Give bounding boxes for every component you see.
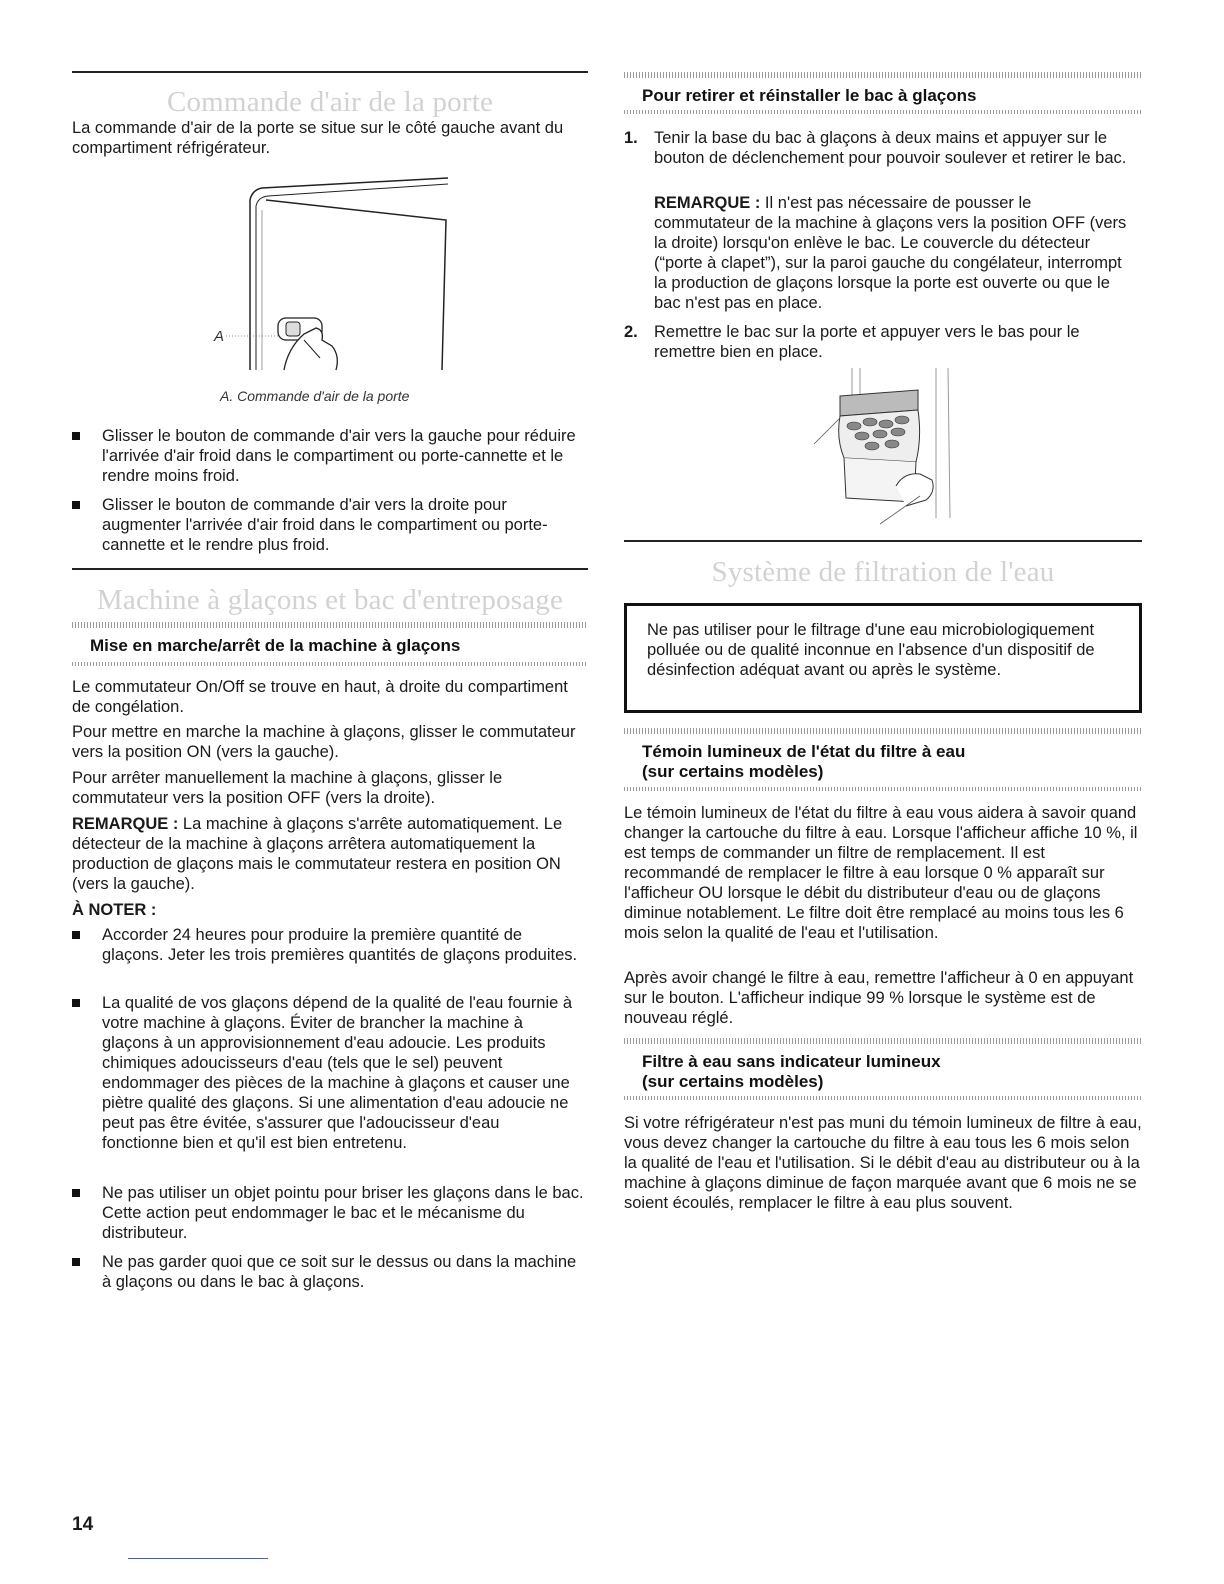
- hatch-divider: [72, 622, 588, 628]
- hatch-divider: [624, 787, 1142, 791]
- page-number: 14: [72, 1514, 94, 1535]
- section-rule: [624, 540, 1142, 542]
- remarque-paragraph: [72, 814, 588, 894]
- bullet-icon: [72, 1258, 80, 1266]
- hatch-divider: [624, 72, 1142, 78]
- paragraph: Après avoir changé le filtre à eau, remettre l'afficheur à 0 en appuyant sur le bouton. L'afficheur indique 99 % lorsque le système est de nouveau réglé.: [624, 969, 1134, 1027]
- subsection-title-remove-bin: Pour retirer et réinstaller le bac à glaçons: [642, 86, 977, 105]
- bullet-icon: [72, 1189, 80, 1197]
- paragraph: Le témoin lumineux de l'état du filtre à eau vous aidera à savoir quand changer la cartouche du filtre à eau. Lorsque l'afficheur affiche 10 %, il est temps de commander un filtre de remplacement. Il est recommandé de remplacer le filtre à eau lorsque 0 % apparaît sur l'afficheur OU lorsque le débit du distributeur d'eau ou de glaçons diminue notablement. Le filtre doit être remplacé au moins tous les 6 mois selon la qualité de l'eau et l'utilisation.: [624, 804, 1138, 942]
- hatch-divider: [624, 110, 1142, 114]
- remarque-label: REMARQUE :: [72, 815, 179, 833]
- section-title-door-air-control: Commande d'air de la porte: [166, 86, 494, 118]
- ice-bin-illustration: [800, 368, 970, 528]
- warning-box: [624, 603, 1142, 713]
- subsection-title-filter-no-indicator: Filtre à eau sans indicateur lumineux (sur certains modèles): [642, 1052, 941, 1091]
- figure-callout-a: A: [214, 328, 225, 345]
- noter-label: À NOTER :: [72, 901, 157, 919]
- section-rule: [72, 71, 588, 73]
- door-air-control-illustration: [200, 170, 460, 380]
- bullet-icon: [72, 432, 80, 440]
- footer-link-line: [128, 1558, 268, 1559]
- remarque-text: La machine à glaçons s'arrête automatiquement. Le détecteur de la machine à glaçons arrêtera automatiquement la production de glaçons mais le commutateur restera en position ON (vers la gauche).: [72, 815, 563, 893]
- hatch-divider: [624, 728, 1142, 734]
- warning-text: Ne pas utiliser pour le filtrage d'une eau microbiologiquement polluée ou de qualité inconnue en l'absence d'un dispositif de désinfection adéquat avant ou après le système.: [647, 621, 1095, 679]
- bullet-icon: [72, 501, 80, 509]
- figure-caption: A. Commande d'air de la porte: [220, 388, 410, 404]
- section-title-water-filtration: Système de filtration de l'eau: [711, 556, 1055, 588]
- bullet-icon: [72, 999, 80, 1007]
- paragraph: Si votre réfrigérateur n'est pas muni du témoin lumineux de filtre à eau, vous devez changer la cartouche du filtre à eau tous les 6 mois selon la qualité de l'eau et l'utilisation. Si le débit d'eau au distributeur ou à la machine à glaçons diminue de façon marquée avant que 6 mois ne se soient écoulés, remplacer le filtre à eau plus souvent.: [624, 1114, 1142, 1212]
- paragraph: Pour mettre en marche la machine à glaçons, glisser le commutateur vers la position ON (vers la gauche).: [72, 723, 576, 761]
- section-rule: [72, 568, 588, 570]
- hatch-divider: [72, 662, 588, 666]
- step1-note: REMARQUE : Il n'est pas nécessaire de pousser le commutateur de la machine à glaçons vers la position OFF (vers la droite) lorsqu'on enlève le bac. Le couvercle du détecteur (“porte à clapet”), sur la paroi gauche du congélateur, interrompt la production de glaçons lorsque la porte est ouverte ou que le bac n'est pas en place.: [654, 194, 1127, 312]
- subsection-title-ice-maker-on-off: Mise en marche/arrêt de la machine à glaçons: [90, 636, 461, 655]
- hatch-divider: [624, 1096, 1142, 1100]
- subsection-title-filter-indicator: Témoin lumineux de l'état du filtre à eau (sur certains modèles): [642, 742, 966, 781]
- paragraph: Le commutateur On/Off se trouve en haut, à droite du compartiment de congélation.: [72, 678, 568, 716]
- section-title-ice-maker: Machine à glaçons et bac d'entreposage: [96, 584, 564, 616]
- hatch-divider: [624, 1038, 1142, 1044]
- bullet-icon: [72, 931, 80, 939]
- door-air-control-intro: La commande d'air de la porte se situe sur le côté gauche avant du compartiment réfrigérateur.: [72, 119, 564, 157]
- paragraph: Pour arrêter manuellement la machine à glaçons, glisser le commutateur vers la position OFF (vers la droite).: [72, 769, 503, 807]
